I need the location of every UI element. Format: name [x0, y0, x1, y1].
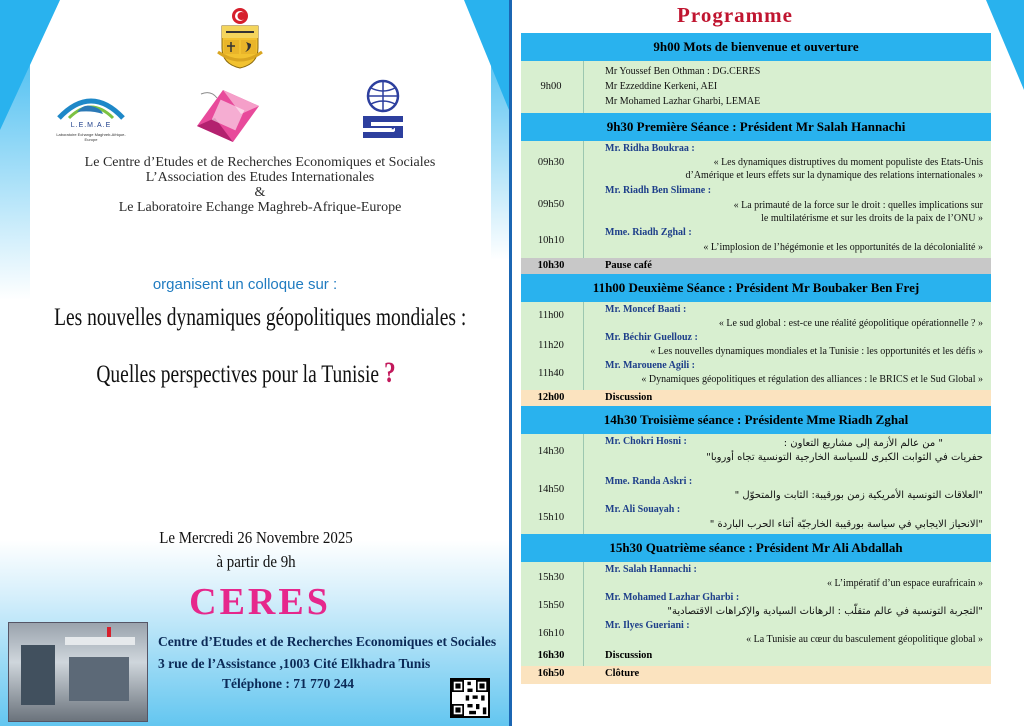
building-flag [107, 627, 111, 637]
talk-time: 09h30 [537, 157, 565, 168]
institution-ceres: Le Centre d’Etudes et de Recherches Economiques et Sociales [84, 155, 436, 170]
closing-row [521, 666, 991, 684]
session-header: 9h00 Mots de bienvenue et ouverture [521, 33, 991, 61]
colloquium-title-line2 [54, 356, 438, 390]
decor-top-left-corner [0, 0, 60, 130]
aei-logo [193, 84, 263, 148]
institution-lemae: Le Laboratoire Echange Maghreb-Afrique-Europe [118, 200, 402, 215]
phone-number: Téléphone : 71 770 244 [222, 676, 355, 691]
talk-title: « La Tunisie au cœur du basculement géopolitique global » [746, 634, 983, 645]
talk-row [521, 185, 991, 227]
talk-time: 14h30 [537, 446, 565, 457]
welcome-time: 9h00 [540, 81, 562, 92]
ceres-logo [357, 78, 409, 142]
institution-aei: L’Association des Etudes Internationales [145, 170, 375, 185]
talk-title: « Les dynamiques distruptives du moment populiste des Etats-Unis [713, 157, 983, 168]
session-header: 11h00 Deuxième Séance : Président Mr Boubaker Ben Frej [521, 274, 991, 302]
talk-speaker: Mr. Mohamed Lazhar Gharbi : [605, 592, 740, 603]
talk-title: « Dynamiques géopolitiques et régulation des alliances : le BRICS et le Sud Global » [641, 374, 983, 385]
decor-top-right-corner [464, 0, 509, 110]
ampersand: & [254, 185, 266, 200]
event-date: Le Mercredi 26 Novembre 2025 [159, 528, 353, 547]
ceres-building-photo [8, 622, 148, 722]
talk-speaker: Mr. Riadh Ben Slimane : [605, 185, 712, 196]
talk-row [521, 141, 991, 185]
talk-speaker: Mr. Béchir Guellouz : [605, 332, 698, 343]
closing-label: Clôture [605, 668, 640, 679]
talk-time: 16h10 [537, 628, 565, 639]
talk-time: 11h00 [538, 310, 564, 321]
venue-name: CERES [189, 581, 331, 623]
talk-speaker: Mme. Riadh Zghal : [605, 227, 692, 238]
program-title: Programme [677, 3, 793, 27]
talk-time: 11h20 [538, 340, 564, 351]
talk-speaker: Mr. Marouene Agili : [605, 360, 695, 371]
session-header: 14h30 Troisième séance : Présidente Mme Riadh Zghal [521, 406, 991, 434]
colloquium-title-line1: Les nouvelles dynamiques géopolitiques mondiales : [54, 304, 467, 331]
talk-speaker: Mr. Ilyes Gueriani : [605, 620, 690, 631]
talk-time: 14h50 [537, 484, 565, 495]
welcome-speaker: Mr Ezzeddine Kerkeni, AEI [605, 81, 718, 92]
talk-title: « Le sud global : est-ce une réalité géopolitique opérationnelle ? » [718, 318, 983, 329]
talk-row [521, 476, 991, 504]
program-table [521, 33, 991, 684]
talk-row [521, 592, 991, 620]
title-question-mark: ? [383, 356, 396, 389]
closing-time: 16h50 [537, 668, 565, 679]
discussion-time: 12h00 [537, 392, 565, 403]
talk-title: "الانحياز الايجابي في سياسة بورقيبة الخارجيّة أثناء الحرب الباردة " [709, 519, 983, 530]
organizing-institutions [40, 155, 480, 215]
talk-speaker: Mr. Salah Hannachi : [605, 564, 697, 575]
talk-time: 15h30 [537, 572, 565, 583]
break-time: 10h30 [537, 260, 565, 271]
talk-row [521, 620, 991, 648]
discussion-label: Discussion [605, 392, 653, 403]
lemae-caption: Laboratoire Echange Maghreb-Afrique-Europe [56, 132, 126, 142]
talk-speaker: Mr. Ali Souayah : [605, 504, 681, 515]
building-windows [69, 657, 129, 701]
talk-row [521, 434, 991, 476]
talk-row [521, 562, 991, 592]
lemae-label: L.E.M.A.E [70, 122, 112, 129]
building-facade [21, 645, 55, 705]
welcome-speaker: Mr Mohamed Lazhar Gharbi, LEMAE [605, 96, 761, 107]
talk-title: « Les nouvelles dynamiques mondiales et la Tunisie : les opportunités et les défis » [650, 346, 983, 357]
lemae-logo [55, 88, 127, 150]
talk-time: 15h50 [537, 600, 565, 611]
session-header: 15h30 Quatrième séance : Président Mr Ali Abdallah [521, 534, 991, 562]
building-sign [65, 637, 135, 645]
address-street: 3 rue de l’Assistance ,1003 Cité Elkhadra Tunis [158, 656, 431, 671]
welcome-speaker: Mr Youssef Ben Othman : DG.CERES [605, 66, 761, 77]
discussion-row [521, 648, 991, 666]
talk-speaker: Mr. Chokri Hosni : [605, 436, 687, 447]
talk-row [521, 360, 991, 390]
talk-title: " من عالم الأزمة إلى مشاريع التعاون : [783, 438, 943, 449]
talk-title: « La primauté de la force sur le droit : quelles implications sur [733, 200, 983, 211]
talk-row [521, 227, 991, 258]
session-header: 9h30 Première Séance : Président Mr Salah Hannachi [521, 113, 991, 141]
talk-row [521, 504, 991, 534]
talk-time: 11h40 [538, 368, 564, 379]
talk-title: "العلاقات التونسية الأمريكية زمن بورقيبة: الثابت والمتحوّل " [734, 490, 983, 501]
talk-title: حفريات في الثوابت الكبرى للسياسة الخارجية التونسية تجاه أوروبا" [706, 452, 983, 463]
talk-time: 15h10 [537, 512, 565, 523]
decor-top-right-corner [986, 0, 1024, 90]
talk-title: d’Amérique et leurs effets sur la dynamique des relations internationales » [685, 170, 983, 181]
talk-title: "التجربة التونسية في عالم متقلّب : الرهانات السيادية والإكراهات الاقتصادية" [667, 606, 983, 617]
welcome-row [521, 61, 991, 113]
event-start-time: à partir de 9h [216, 552, 296, 571]
talk-row [521, 332, 991, 360]
svg-text:2: 2 [391, 123, 399, 139]
talk-time: 10h10 [537, 235, 565, 246]
talk-speaker: Mme. Randa Askri : [605, 476, 693, 487]
talk-row [521, 302, 991, 332]
intro-text: organisent un colloque sur : [152, 276, 338, 293]
tunisia-coat-of-arms-icon [216, 6, 264, 70]
qr-code-icon [450, 678, 490, 718]
discussion-row [521, 390, 991, 406]
discussion-time: 16h30 [537, 650, 565, 661]
talk-time: 09h50 [537, 199, 565, 210]
break-row [521, 258, 991, 274]
talk-title: le multilatérisme et sur les droits de la paix de l’ONU » [761, 213, 983, 224]
title-line2-text: Quelles perspectives pour la Tunisie [96, 361, 380, 388]
break-label: Pause café [605, 260, 652, 271]
discussion-label: Discussion [605, 650, 653, 661]
address-institution: Centre d’Etudes et de Recherches Economiques et Sociales [158, 634, 497, 649]
talk-title: « L’implosion de l’hégémonie et les opportunités de la décolonialité » [703, 242, 983, 253]
talk-speaker: Mr. Ridha Boukraa : [605, 143, 695, 154]
talk-title: « L’impératif d’un espace eurafricain » [827, 578, 983, 589]
talk-speaker: Mr. Moncef Baati : [605, 304, 687, 315]
program-page [515, 0, 1024, 726]
